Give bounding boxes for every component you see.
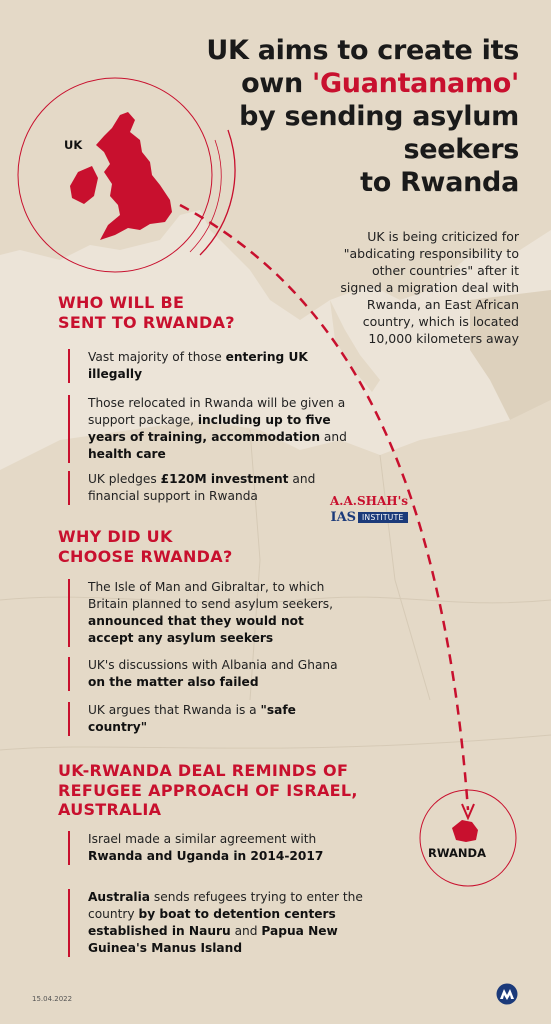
heading-line: WHY DID UK: [58, 527, 173, 546]
bullet-bold: on the matter also failed: [88, 675, 259, 689]
heading-line: UK-RWANDA DEAL REMINDS OF: [58, 761, 349, 780]
bullet-text: Those relocated in Rwanda will be given a support package,: [88, 396, 346, 427]
bullet-item: [68, 471, 328, 505]
bullet-bold: £120M investment: [160, 472, 289, 486]
section-heading: [58, 761, 358, 820]
bullet-text: UK pledges: [88, 472, 161, 486]
watermark-ias: IAS: [330, 510, 357, 525]
title-text: own: [241, 68, 312, 99]
bullet-text: Vast majority of those: [88, 350, 226, 364]
page-title: [189, 34, 519, 199]
title-line: by sending asylum: [239, 101, 519, 132]
bullet-item: [68, 657, 358, 691]
bullet-text: UK argues that Rwanda is a: [88, 703, 261, 717]
bullet-item: [68, 889, 368, 957]
bullet-bold: health care: [88, 447, 166, 461]
bullet-text: and: [320, 430, 347, 444]
title-highlight: 'Guantanamo': [311, 68, 519, 99]
bullet-item: [68, 702, 318, 736]
heading-line: SENT TO RWANDA?: [58, 312, 235, 332]
bullet-text: and financial support in Rwanda: [88, 472, 316, 503]
bullet-bold: Papua New Guinea's Manus Island: [88, 924, 338, 955]
heading-line: REFUGEE APPROACH OF ISRAEL,: [58, 780, 358, 800]
bullet-bold: "safe country": [88, 703, 296, 734]
bullet-bold: Australia: [88, 890, 151, 904]
bullet-bold: Rwanda and Uganda in 2014-2017: [88, 849, 324, 863]
uk-label: UK: [64, 138, 83, 152]
title-line: seekers: [403, 134, 519, 165]
heading-line: AUSTRALIA: [58, 800, 162, 819]
heading-line: CHOOSE RWANDA?: [58, 546, 233, 566]
bullet-bold: entering UK illegally: [88, 350, 308, 381]
anadolu-agency-logo: [496, 983, 518, 1005]
watermark-institute: INSTITUTE: [358, 512, 407, 523]
intro-text: UK is being criticized for "abdicating responsibility to other countries" after it signed a migration deal with Rwanda, an East African country, which is located 10,000 kilometers away: [340, 229, 519, 346]
watermark-row: [320, 510, 418, 525]
section-heading: [58, 527, 233, 566]
section-heading: [58, 293, 235, 332]
bullet-bold: announced that they would not accept any asylum seekers: [88, 614, 304, 645]
title-line: UK aims to create its: [206, 35, 519, 66]
title-line: [189, 67, 519, 100]
bullet-text: UK's discussions with Albania and Ghana: [88, 658, 338, 672]
heading-line: WHO WILL BE: [58, 293, 185, 312]
bullet-text: The Isle of Man and Gibraltar, to which Britain planned to send asylum seekers,: [88, 580, 334, 611]
bullet-bold: by boat to detention centers established in Nauru: [88, 907, 336, 938]
bullet-item: [68, 349, 318, 383]
bullet-item: [68, 395, 358, 463]
watermark-logo: [320, 494, 418, 528]
bullet-text: and: [230, 924, 262, 938]
footer-date: 15.04.2022: [32, 995, 73, 1003]
watermark-line: A.A.SHAH's: [329, 494, 409, 508]
title-line: to Rwanda: [360, 167, 519, 198]
rwanda-label: RWANDA: [428, 846, 486, 860]
bullet-text: sends refugees trying to enter the country: [88, 890, 363, 921]
bullet-item: [68, 831, 368, 865]
bullet-item: [68, 579, 348, 647]
bullet-text: Israel made a similar agreement with: [88, 832, 317, 846]
bullet-bold: including up to five years of training, accommodation: [88, 413, 331, 444]
